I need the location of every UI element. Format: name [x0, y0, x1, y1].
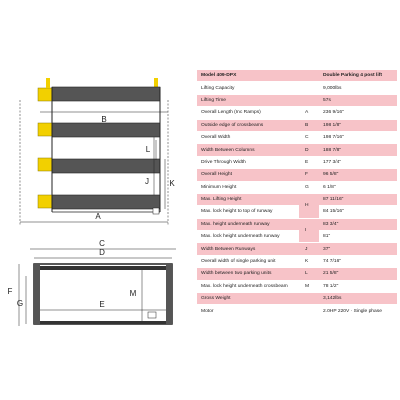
table-row [197, 293, 397, 305]
table-row [197, 206, 397, 218]
spec-value: 6 1/8" [319, 181, 397, 193]
runway-1 [52, 87, 160, 101]
spec-table [197, 70, 397, 318]
label-d: D [99, 248, 105, 257]
table-row [197, 156, 397, 168]
table-header-code [299, 70, 319, 82]
spec-label: Drive Through Width [197, 156, 299, 168]
table-row [197, 280, 397, 292]
spec-label: Width between two parking units [197, 268, 299, 280]
spec-label: Overall Height [197, 169, 299, 181]
table-header-title: Double Parking 4 post lift [319, 70, 397, 82]
table-row [197, 169, 397, 181]
table-header-row [197, 70, 397, 82]
spec-code [299, 305, 319, 317]
spec-value: 81" [319, 231, 397, 243]
spec-code: M [299, 280, 319, 292]
spec-label: Max. Lifting Height [197, 193, 299, 205]
table-row [197, 193, 397, 205]
spec-label: Max. lock height to top of runway [197, 206, 299, 218]
table-row [197, 218, 397, 230]
column-left [34, 264, 40, 324]
label-e: E [99, 300, 105, 309]
column-right [166, 264, 172, 324]
post-top-left [46, 78, 50, 88]
table-row [197, 82, 397, 94]
table-row [197, 243, 397, 255]
post-left-4 [38, 195, 52, 208]
spec-label: Width Between Runways [197, 243, 299, 255]
table-row [197, 268, 397, 280]
spec-value: 177 3/4" [319, 156, 397, 168]
table-row [197, 107, 397, 119]
spec-label: Outside edge of crossbeams [197, 119, 299, 131]
spec-code: H [299, 193, 319, 218]
crossbeam-top [40, 266, 166, 270]
label-a: A [95, 212, 101, 221]
spec-value: 87 11/16" [319, 193, 397, 205]
spec-value: 83 3/4" [319, 218, 397, 230]
spec-code: C [299, 131, 319, 143]
table-row [197, 255, 397, 267]
table-row [197, 144, 397, 156]
spec-label: Max. height underneath runway [197, 218, 299, 230]
spec-code [299, 293, 319, 305]
spec-code: A [299, 107, 319, 119]
runway-4 [52, 195, 160, 209]
post-left-2 [38, 123, 52, 136]
table-row [197, 131, 397, 143]
spec-code: I [299, 218, 319, 243]
runway-2 [52, 123, 160, 137]
spec-value: 198 7/16" [319, 131, 397, 143]
spec-code: F [299, 169, 319, 181]
spec-label: Overall Width [197, 131, 299, 143]
post-left-1 [38, 88, 52, 101]
spec-code [299, 82, 319, 94]
spec-value: 198 1/8" [319, 119, 397, 131]
runway-front [40, 321, 166, 324]
spec-value: 9,000lbs [319, 82, 397, 94]
spec-code [299, 94, 319, 106]
spec-value: 74 7/16" [319, 255, 397, 267]
spec-label: Motor [197, 305, 299, 317]
spec-value: 236 9/16" [319, 107, 397, 119]
table-row [197, 119, 397, 131]
spec-value: 21 5/8" [319, 268, 397, 280]
runway-3 [52, 159, 160, 173]
table-row [197, 305, 397, 317]
spec-label: Max. lock height underneath runway [197, 231, 299, 243]
label-m: M [129, 289, 137, 298]
label-b: B [101, 115, 107, 124]
table-header-model: Model 409-DPX [197, 70, 299, 82]
table-row [197, 231, 397, 243]
spec-value: 3,142lbs [319, 293, 397, 305]
spec-value: 2.0HP 220V · Single phase [319, 305, 397, 317]
spec-value: 37" [319, 243, 397, 255]
spec-code: E [299, 156, 319, 168]
spec-value: 96 5/8" [319, 169, 397, 181]
spec-code: B [299, 119, 319, 131]
spec-label: Overall width of single parking unit [197, 255, 299, 267]
table-row [197, 181, 397, 193]
spec-code: J [299, 243, 319, 255]
spec-value: 84 15/16" [319, 206, 397, 218]
post-top-right [154, 78, 158, 88]
spec-code: K [299, 255, 319, 267]
front-view [8, 239, 176, 326]
spec-label: Gross Weight [197, 293, 299, 305]
top-view [20, 78, 175, 226]
spec-value: 57s [319, 94, 397, 106]
table-row [197, 94, 397, 106]
label-j: J [145, 177, 149, 186]
label-g: G [16, 299, 24, 308]
spec-code: D [299, 144, 319, 156]
spec-code: L [299, 268, 319, 280]
spec-label: Overall Length (Inc Ramps) [197, 107, 299, 119]
spec-label: Minimum Height [197, 181, 299, 193]
spec-label: Lifting Capacity [197, 82, 299, 94]
spec-code: G [299, 181, 319, 193]
spec-label: Width Between Columns [197, 144, 299, 156]
label-l: L [145, 145, 151, 154]
spec-value: 78 1/2" [319, 280, 397, 292]
label-c: C [99, 239, 105, 248]
spec-label: Max. lock height underneath crossbeam [197, 280, 299, 292]
spec-value: 188 7/8" [319, 144, 397, 156]
power-unit-front [148, 312, 156, 318]
label-k: K [169, 179, 175, 188]
spec-label: Lifting Time [197, 94, 299, 106]
label-f: F [7, 287, 13, 296]
post-left-3 [38, 158, 52, 171]
power-unit [153, 208, 159, 214]
